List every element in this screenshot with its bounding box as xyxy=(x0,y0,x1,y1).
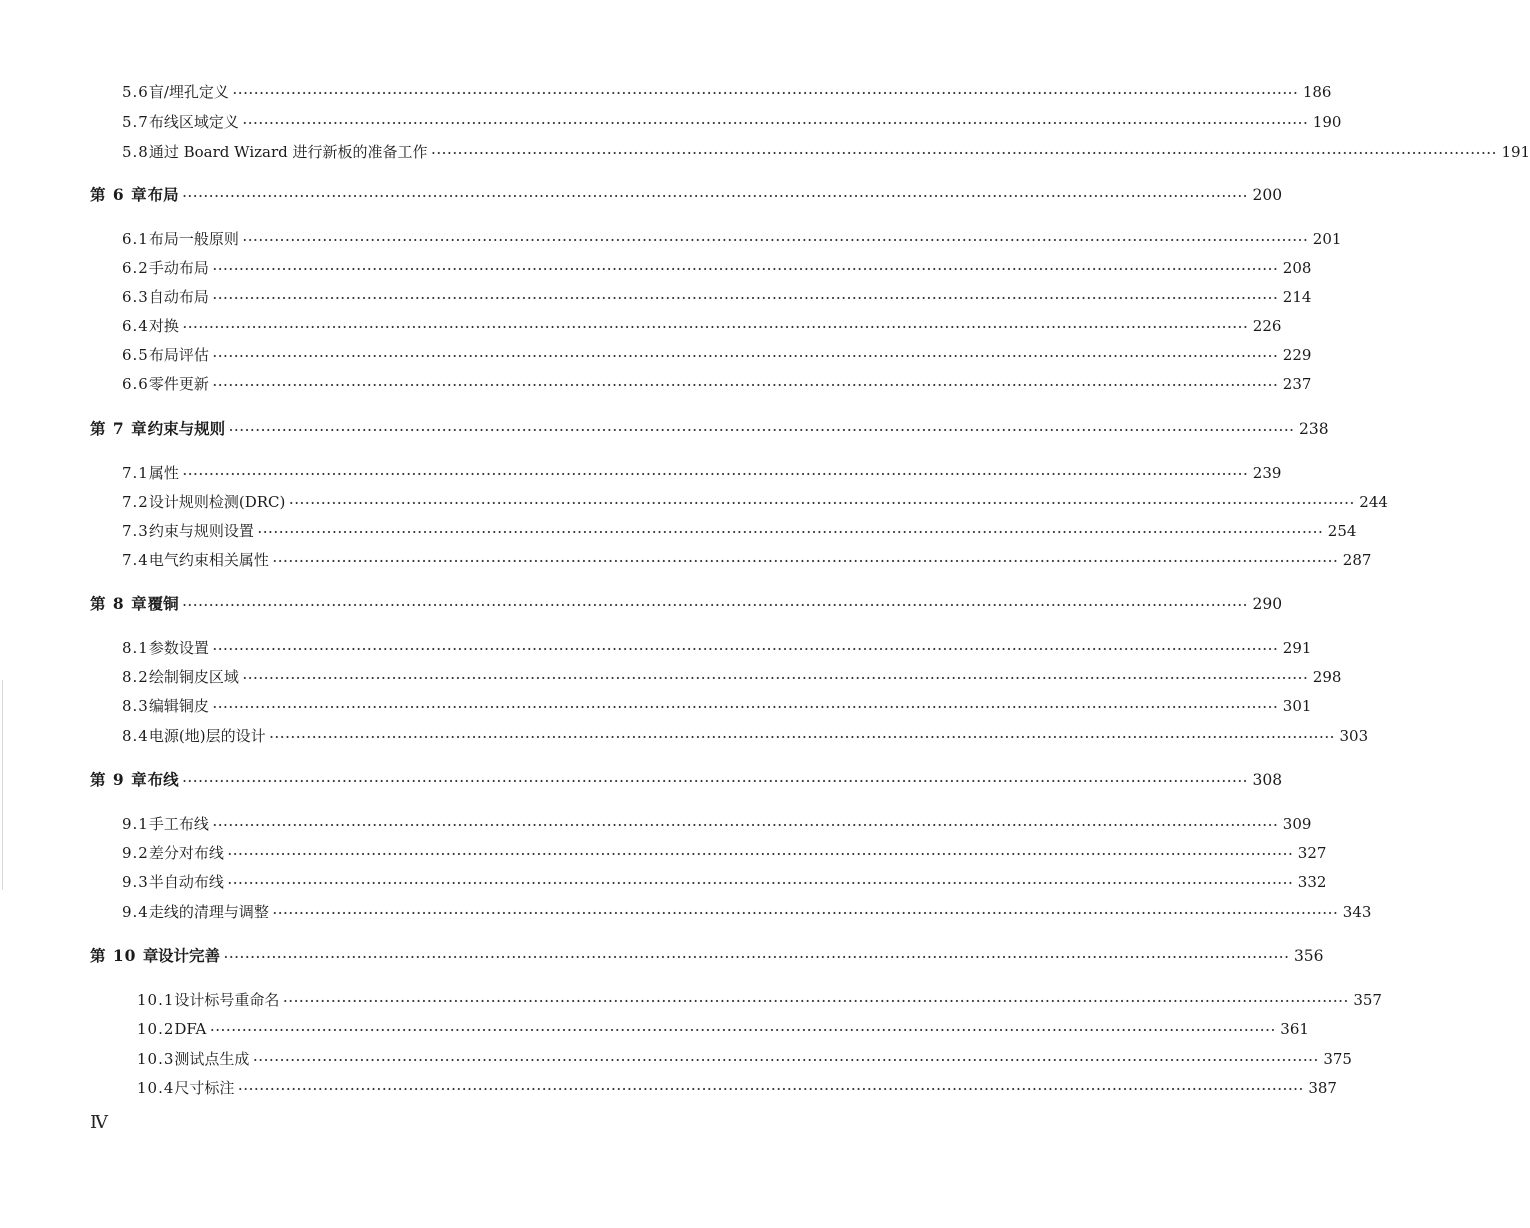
dot-leader: ········································································································································································································ xyxy=(272,907,1339,920)
dot-leader: ········································································································································································································ xyxy=(212,350,1279,363)
dot-leader: ········································································································································································································ xyxy=(212,819,1279,832)
toc-entry-page-number: 357 xyxy=(1353,991,1382,1009)
toc-entry-page-number: 387 xyxy=(1308,1079,1337,1097)
toc-entry-title: 设计标号重命名 xyxy=(174,991,280,1009)
toc-entry-title: 电源(地)层的设计 xyxy=(148,727,266,745)
toc-entry-number: 10.3 xyxy=(137,1050,175,1068)
dot-leader: ········································································································································································································ xyxy=(182,775,1249,788)
toc-section-entry xyxy=(122,902,1372,924)
toc-entry-page-number: 214 xyxy=(1282,288,1312,306)
toc-entry-page-number: 238 xyxy=(1299,420,1329,438)
toc-entry-title: 尺寸标注 xyxy=(174,1079,235,1097)
toc-entry-page-number: 244 xyxy=(1359,493,1388,511)
dot-leader: ········································································································································································································ xyxy=(224,951,1290,964)
toc-entry-number: 5.8 xyxy=(122,143,149,161)
toc-entry-page-number: 226 xyxy=(1252,317,1282,335)
toc-entry-title: 属性 xyxy=(148,464,179,482)
toc-entry-title: 布线 xyxy=(147,770,179,789)
toc-entry-title: 编辑铜皮 xyxy=(148,697,209,715)
toc-entry-number: 10.4 xyxy=(137,1079,175,1097)
toc-entry-title: 约束与规则 xyxy=(147,419,226,438)
toc-entry-number: 7.3 xyxy=(122,522,149,540)
toc-entry-number: 6.4 xyxy=(122,317,149,335)
toc-section-entry xyxy=(122,374,1312,396)
toc-section-entry xyxy=(122,492,1388,514)
toc-section-entry xyxy=(122,696,1312,718)
toc-entry-number: 6.2 xyxy=(122,259,149,277)
toc-section-entry xyxy=(137,1049,1352,1071)
dot-leader: ········································································································································································································ xyxy=(212,643,1279,656)
toc-entry-title: 差分对布线 xyxy=(148,844,224,862)
toc-entry-title: 零件更新 xyxy=(148,375,209,393)
toc-entry-page-number: 309 xyxy=(1282,815,1312,833)
toc-entry-title: 布线区域定义 xyxy=(148,113,239,131)
toc-entry-title: 布局评估 xyxy=(148,346,209,364)
toc-entry-page-number: 298 xyxy=(1312,668,1342,686)
toc-entry-page-number: 327 xyxy=(1297,844,1327,862)
toc-entry-title: 走线的清理与调整 xyxy=(148,903,269,921)
toc-section-entry xyxy=(122,82,1332,104)
toc-entry-page-number: 190 xyxy=(1312,113,1342,131)
toc-section-entry xyxy=(137,990,1382,1012)
toc-entry-title: 布局一般原则 xyxy=(148,230,239,248)
toc-entry-title: 参数设置 xyxy=(148,639,209,657)
dot-leader: ········································································································································································································ xyxy=(232,87,1299,100)
toc-entry-title: 半自动布线 xyxy=(148,873,224,891)
scan-edge-line xyxy=(2,680,3,890)
toc-entry-number: 10.1 xyxy=(137,991,175,1009)
toc-entry-number: 9.4 xyxy=(122,903,149,921)
toc-entry-page-number: 200 xyxy=(1252,186,1283,204)
toc-section-entry xyxy=(122,142,1530,164)
toc-entry-number: 第 10 章 xyxy=(90,946,160,965)
toc-entry-title: 通过 Board Wizard 进行新板的准备工作 xyxy=(148,143,428,161)
dot-leader: ········································································································································································································ xyxy=(212,292,1279,305)
toc-entry-title: 手动布局 xyxy=(148,259,209,277)
toc-entry-title: 自动布局 xyxy=(148,288,209,306)
toc-section-entry xyxy=(137,1078,1337,1100)
dot-leader: ········································································································································································································ xyxy=(212,701,1279,714)
toc-entry-number: 6.1 xyxy=(122,230,149,248)
dot-leader: ········································································································································································································ xyxy=(182,468,1249,481)
toc-entry-number: 8.1 xyxy=(122,639,149,657)
toc-entry-number: 6.5 xyxy=(122,346,149,364)
toc-section-entry xyxy=(122,345,1312,367)
toc-section-entry xyxy=(122,872,1327,894)
toc-entry-number: 5.6 xyxy=(122,83,149,101)
toc-entry-number: 8.4 xyxy=(122,727,149,745)
toc-entry-page-number: 287 xyxy=(1342,551,1372,569)
toc-entry-title: 对换 xyxy=(148,317,179,335)
toc-entry-title: 设计完善 xyxy=(158,946,221,965)
toc-entry-number: 7.1 xyxy=(122,464,149,482)
dot-leader: ········································································································································································································ xyxy=(182,321,1249,334)
toc-entry-number: 7.4 xyxy=(122,551,149,569)
dot-leader: ········································································································································································································ xyxy=(272,555,1339,568)
toc-entry-number: 第 6 章 xyxy=(90,185,148,204)
dot-leader: ········································································································································································································ xyxy=(238,1083,1305,1096)
toc-entry-number: 9.2 xyxy=(122,844,149,862)
toc-section-entry xyxy=(122,229,1342,251)
toc-entry-page-number: 301 xyxy=(1282,697,1312,715)
toc-entry-page-number: 186 xyxy=(1302,83,1332,101)
toc-entry-page-number: 375 xyxy=(1323,1050,1352,1068)
toc-section-entry xyxy=(122,667,1342,689)
toc-entry-page-number: 191 xyxy=(1501,143,1530,161)
toc-entry-title: DFA xyxy=(174,1020,207,1038)
toc-entry-page-number: 303 xyxy=(1339,727,1369,745)
toc-section-entry xyxy=(122,814,1312,836)
toc-entry-title: 测试点生成 xyxy=(174,1050,250,1068)
dot-leader: ········································································································································································································ xyxy=(242,117,1309,130)
toc-entry-title: 电气约束相关属性 xyxy=(148,551,269,569)
dot-leader: ········································································································································································································ xyxy=(212,263,1279,276)
toc-entry-number: 第 7 章 xyxy=(90,419,148,438)
toc-section-entry xyxy=(122,726,1369,748)
dot-leader: ········································································································································································································ xyxy=(227,848,1294,861)
dot-leader: ········································································································································································································ xyxy=(431,147,1498,160)
toc-section-entry xyxy=(122,316,1282,338)
toc-entry-number: 9.1 xyxy=(122,815,149,833)
toc-section-entry xyxy=(122,521,1357,543)
toc-entry-number: 第 9 章 xyxy=(90,770,148,789)
toc-entry-page-number: 208 xyxy=(1282,259,1312,277)
toc-entry-page-number: 201 xyxy=(1312,230,1342,248)
toc-entry-number: 8.3 xyxy=(122,697,149,715)
toc-entry-title: 绘制铜皮区域 xyxy=(148,668,239,686)
dot-leader: ········································································································································································································ xyxy=(289,497,1356,510)
toc-chapter-entry xyxy=(90,419,1329,441)
toc-entry-page-number: 237 xyxy=(1282,375,1312,393)
dot-leader: ········································································································································································································ xyxy=(283,995,1350,1008)
dot-leader: ········································································································································································································ xyxy=(182,190,1249,203)
toc-entry-page-number: 308 xyxy=(1252,771,1283,789)
toc-section-entry xyxy=(122,638,1312,660)
toc-entry-title: 手工布线 xyxy=(148,815,209,833)
toc-chapter-entry xyxy=(90,946,1324,968)
toc-section-entry xyxy=(122,463,1282,485)
toc-entry-page-number: 332 xyxy=(1297,873,1327,891)
dot-leader: ········································································································································································································ xyxy=(257,526,1324,539)
toc-entry-page-number: 229 xyxy=(1282,346,1312,364)
toc-entry-number: 6.6 xyxy=(122,375,149,393)
toc-entry-page-number: 361 xyxy=(1280,1020,1309,1038)
dot-leader: ········································································································································································································ xyxy=(269,731,1336,744)
toc-entry-number: 8.2 xyxy=(122,668,149,686)
dot-leader: ········································································································································································································ xyxy=(242,234,1309,247)
page-number-footer: Ⅳ xyxy=(90,1112,108,1133)
toc-entry-title: 约束与规则设置 xyxy=(148,522,254,540)
dot-leader: ········································································································································································································ xyxy=(182,599,1249,612)
toc-entry-number: 10.2 xyxy=(137,1020,175,1038)
toc-section-entry xyxy=(122,258,1312,280)
toc-section-entry xyxy=(122,550,1372,572)
toc-entry-page-number: 239 xyxy=(1252,464,1282,482)
dot-leader: ········································································································································································································ xyxy=(227,877,1294,890)
toc-entry-title: 设计规则检测(DRC) xyxy=(148,493,286,511)
toc-entry-number: 9.3 xyxy=(122,873,149,891)
toc-chapter-entry xyxy=(90,594,1283,616)
toc-entry-title: 覆铜 xyxy=(147,594,179,613)
dot-leader: ········································································································································································································ xyxy=(229,424,1296,437)
dot-leader: ········································································································································································································ xyxy=(210,1024,1277,1037)
toc-entry-number: 5.7 xyxy=(122,113,149,131)
dot-leader: ········································································································································································································ xyxy=(242,672,1309,685)
toc-entry-page-number: 290 xyxy=(1252,595,1283,613)
toc-chapter-entry xyxy=(90,770,1283,792)
toc-entry-title: 盲/埋孔定义 xyxy=(148,83,229,101)
toc-section-entry xyxy=(122,287,1312,309)
toc-section-entry xyxy=(122,843,1327,865)
toc-entry-page-number: 356 xyxy=(1293,947,1324,965)
toc-entry-number: 第 8 章 xyxy=(90,594,148,613)
toc-chapter-entry xyxy=(90,185,1283,207)
toc-entry-title: 布局 xyxy=(147,185,179,204)
toc-section-entry xyxy=(137,1019,1309,1041)
toc-entry-number: 6.3 xyxy=(122,288,149,306)
toc-entry-page-number: 254 xyxy=(1327,522,1357,540)
dot-leader: ········································································································································································································ xyxy=(253,1054,1320,1067)
toc-entry-page-number: 291 xyxy=(1282,639,1312,657)
dot-leader: ········································································································································································································ xyxy=(212,379,1279,392)
toc-section-entry xyxy=(122,112,1342,134)
toc-entry-page-number: 343 xyxy=(1342,903,1372,921)
toc-entry-number: 7.2 xyxy=(122,493,149,511)
